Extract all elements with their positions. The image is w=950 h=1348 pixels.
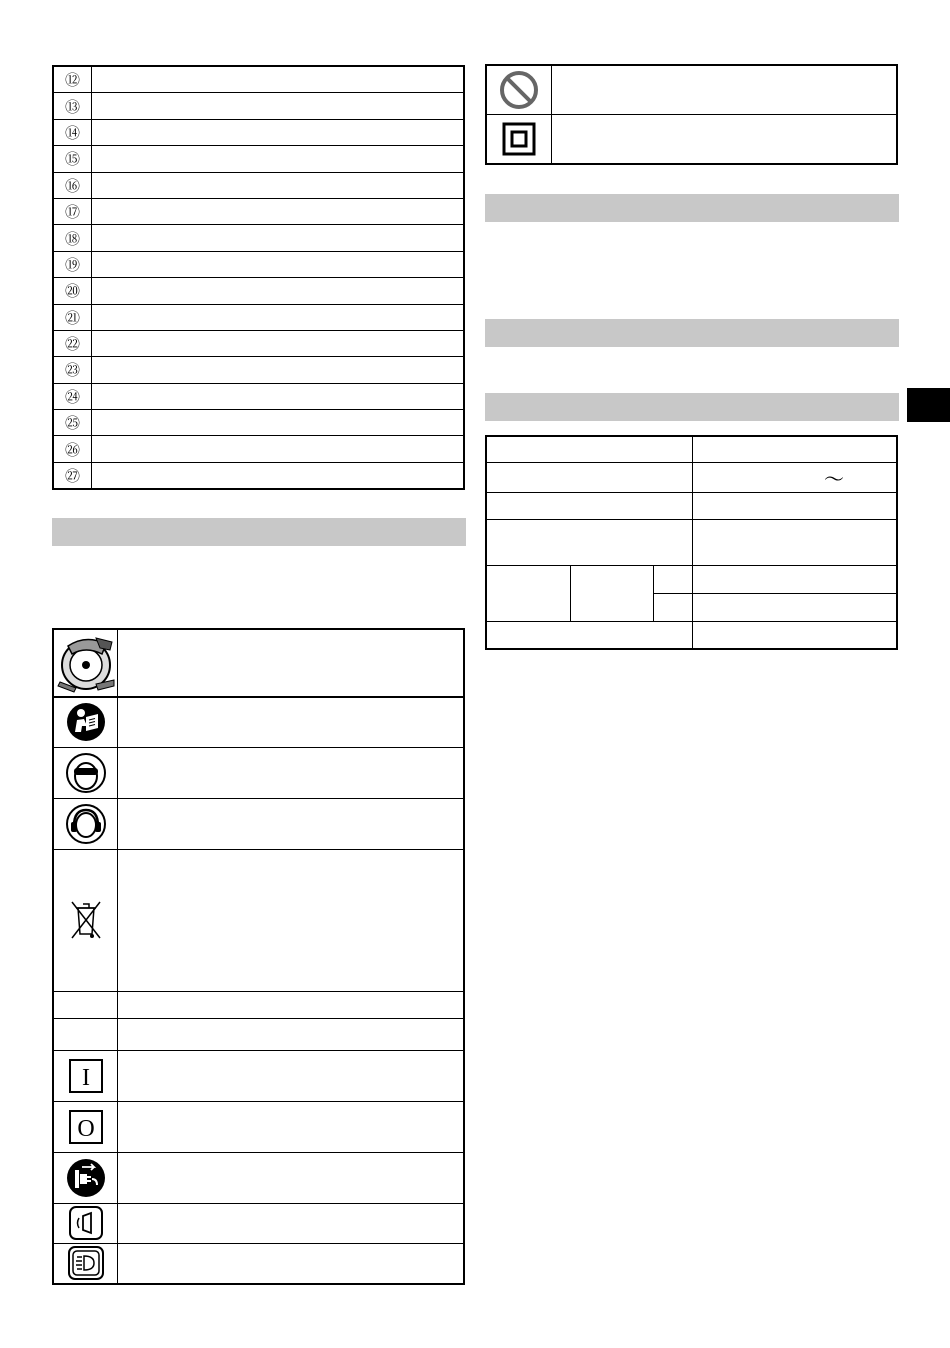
part-description	[92, 330, 465, 356]
parts-row	[53, 330, 464, 356]
section-band-right-1	[485, 194, 899, 222]
right-symbols-table	[485, 64, 898, 165]
circular-saw-icon	[53, 629, 118, 697]
parts-row	[53, 225, 464, 251]
part-number: ㉒	[53, 330, 92, 356]
part-description	[92, 251, 465, 277]
double-insulation-icon	[486, 115, 552, 165]
parts-row	[53, 93, 464, 119]
spec-row	[486, 492, 897, 519]
parts-table	[52, 65, 465, 490]
symbol-row	[53, 1050, 464, 1101]
parts-row	[53, 66, 464, 93]
part-description	[92, 383, 465, 409]
part-number: ⑮	[53, 146, 92, 172]
spec-row	[486, 621, 897, 649]
parts-row	[53, 436, 464, 462]
crossed-bin-icon	[53, 849, 118, 991]
parts-row	[53, 119, 464, 145]
part-description	[92, 146, 465, 172]
part-number: ⑭	[53, 119, 92, 145]
part-number: ⑬	[53, 93, 92, 119]
specifications-table	[485, 435, 898, 650]
part-number: ㉖	[53, 436, 92, 462]
symbol-row	[53, 1018, 464, 1050]
parts-row	[53, 198, 464, 224]
switch-off-glyph: O	[76, 1115, 95, 1142]
switch-on-icon	[53, 1050, 118, 1101]
parts-row	[53, 304, 464, 330]
parts-row	[53, 383, 464, 409]
part-number: ⑫	[53, 66, 92, 93]
symbol-row	[53, 991, 464, 1018]
part-number: ⑲	[53, 251, 92, 277]
part-number: ㉑	[53, 304, 92, 330]
symbol-row	[53, 1243, 464, 1284]
spec-row	[486, 436, 897, 462]
part-description	[92, 278, 465, 304]
symbols-table	[52, 628, 465, 1285]
symbol-row	[53, 697, 464, 747]
symbol-row	[486, 115, 897, 165]
parts-row	[53, 278, 464, 304]
part-description	[92, 436, 465, 462]
blade-side-icon	[53, 1203, 118, 1243]
part-description	[92, 172, 465, 198]
eye-protection-icon	[53, 747, 118, 798]
part-number: ㉔	[53, 383, 92, 409]
parts-row	[53, 357, 464, 383]
switch-off-icon	[53, 1101, 118, 1152]
part-number: ㉕	[53, 410, 92, 436]
part-number: ⑰	[53, 198, 92, 224]
spec-row	[486, 519, 897, 565]
part-number: ㉓	[53, 357, 92, 383]
symbol-row	[53, 1152, 464, 1203]
part-description	[92, 410, 465, 436]
parts-row	[53, 462, 464, 489]
light-icon	[53, 1243, 118, 1284]
part-number: ⑱	[53, 225, 92, 251]
ac-symbol: ～	[824, 466, 844, 491]
switch-on-glyph: I	[81, 1064, 90, 1091]
ear-protection-icon	[53, 798, 118, 849]
parts-row	[53, 172, 464, 198]
parts-row	[53, 251, 464, 277]
section-band-right-3	[485, 393, 899, 421]
part-description	[92, 66, 465, 93]
part-description	[92, 225, 465, 251]
part-number: ⑳	[53, 278, 92, 304]
read-manual-icon	[53, 697, 118, 747]
part-description	[92, 304, 465, 330]
part-description	[92, 357, 465, 383]
symbol-row	[53, 849, 464, 991]
part-description	[92, 462, 465, 489]
part-number: ⑯	[53, 172, 92, 198]
part-number: ㉗	[53, 462, 92, 489]
symbol-row	[486, 65, 897, 115]
part-description	[92, 93, 465, 119]
symbol-row	[53, 798, 464, 849]
disconnect-plug-icon	[53, 1152, 118, 1203]
symbol-row	[53, 747, 464, 798]
part-description	[92, 198, 465, 224]
spec-row	[486, 462, 897, 492]
section-thumb-tab	[907, 388, 950, 422]
parts-row	[53, 410, 464, 436]
section-band-left	[52, 518, 466, 546]
symbol-row	[53, 1101, 464, 1152]
symbol-row	[53, 1203, 464, 1243]
symbol-row	[53, 629, 464, 697]
parts-row	[53, 146, 464, 172]
part-description	[92, 119, 465, 145]
spec-row	[486, 565, 897, 593]
section-band-right-2	[485, 319, 899, 347]
prohibited-icon	[486, 65, 552, 115]
